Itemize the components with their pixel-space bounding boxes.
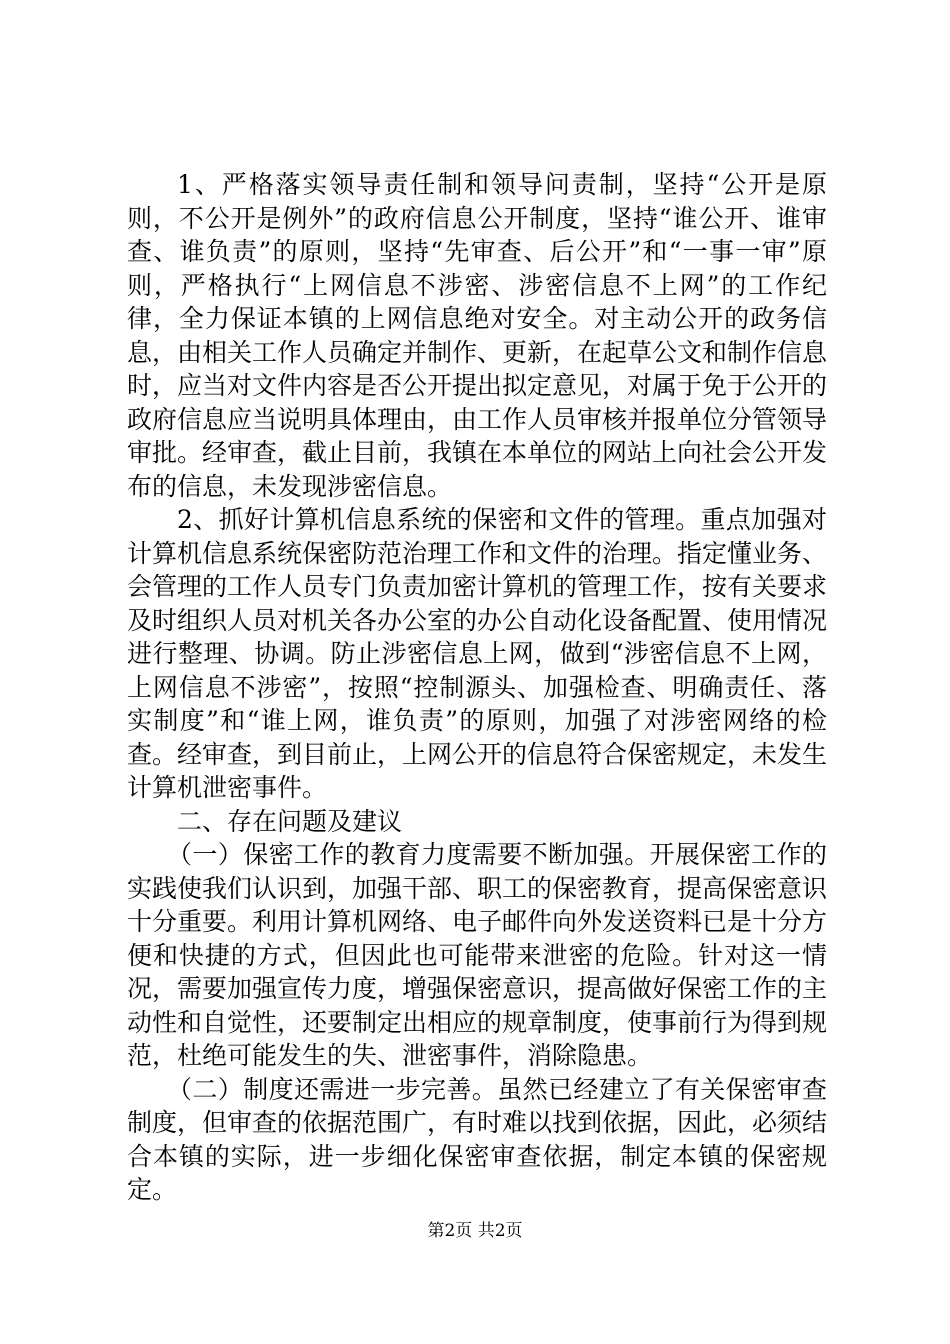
document-body [127,168,827,1207]
paragraph-item-1: 1、严格落实领导责任制和领导问责制，坚持“公开是原则，不公开是例外”的政府信息公开制度，坚持“谁公开、谁审查、谁负责”的原则，坚持“先审查、后公开”和“一事一审”原则，严格执行“上网信息不涉密、涉密信息不上网”的工作纪律，全力保证本镇的上网信息绝对安全。对主动公开的政务信息，由相关工作人员确定并制作、更新，在起草公文和制作信息时，应当对文件内容是否公开提出拟定意见，对属于免于公开的政府信息应当说明具体理由，由工作人员审核并报单位分管领导审批。经审查，截止目前，我镇在本单位的网站上向社会公开发布的信息，未发现涉密信息。 [127,170,828,501]
paragraph-issue-2: （二）制度还需进一步完善。虽然已经建立了有关保密审查制度，但审查的依据范围广，有时难以找到依据，因此，必须结合本镇的实际，进一步细化保密审查依据，制定本镇的保密规定。 [127,1074,828,1204]
section-heading: 二、存在问题及建议 [177,806,403,836]
paragraph-item-2: 2、抓好计算机信息系统的保密和文件的管理。重点加强对计算机信息系统保密防范治理工作和文件的治理。指定懂业务、会管理的工作人员专门负责加密计算机的管理工作，按有关要求及时组织人员对机关各办公室的办公自动化设备配置、使用情况进行整理、协调。防止涉密信息上网，做到“涉密信息不上网，上网信息不涉密”，按照“控制源头、加强检查、明确责任、落实制度”和“谁上网，谁负责”的原则，加强了对涉密网络的检查。经审查，到目前止，上网公开的信息符合保密规定，未发生计算机泄密事件。 [127,505,828,802]
page-number-footer: 第2页 共2页 [427,1221,523,1241]
paragraph-issue-1: （一）保密工作的教育力度需要不断加强。开展保密工作的实践使我们认识到，加强干部、职工的保密教育，提高保密意识十分重要。利用计算机网络、电子邮件向外发送资料已是十分方便和快捷的方式，但因此也可能带来泄密的危险。针对这一情况，需要加强宣传力度，增强保密意识，提高做好保密工作的主动性和自觉性，还要制定出相应的规章制度，使事前行为得到规范，杜绝可能发生的失、泄密事件，消除隐患。 [127,840,828,1070]
